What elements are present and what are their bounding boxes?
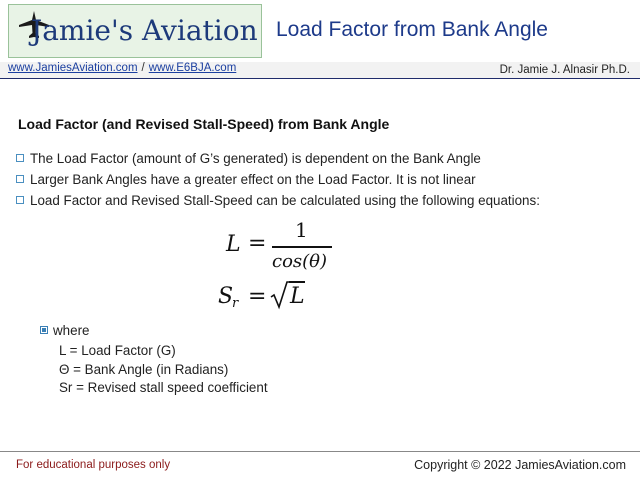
definition-item: Sr = Revised stall speed coefficient [59, 380, 268, 395]
definitions-list [59, 342, 268, 398]
link-e6bja[interactable]: www.E6BJA.com [148, 62, 237, 74]
link-jamiesaviation[interactable]: www.JamiesAviation.com [8, 62, 138, 74]
logo [8, 4, 262, 58]
where-item: where [40, 323, 89, 338]
definition-item: Θ = Bank Angle (in Radians) [59, 361, 229, 377]
author-name: Dr. Jamie J. Alnasir Ph.D. [499, 64, 630, 76]
hollow-square-bullet-icon [16, 196, 24, 204]
eq1-fraction-bar [272, 246, 332, 248]
eq1-numerator: 1 [295, 218, 308, 242]
hollow-square-bullet-icon [16, 154, 24, 162]
eq2-subscript: r [232, 296, 239, 311]
eq1-lhs: L [226, 232, 241, 257]
header-links [8, 62, 236, 74]
hollow-square-bullet-icon [16, 175, 24, 183]
square-root-icon [270, 280, 290, 310]
bullet-item: Load Factor and Revised Stall-Speed can be calculated using the following equations: [16, 193, 540, 214]
sqrt-vinculum [289, 281, 305, 283]
footer-divider [0, 451, 640, 452]
bullet-item: The Load Factor (amount of G’s generated) is dependent on the Bank Angle [16, 151, 540, 172]
bullet-item: Larger Bank Angles have a greater effect on the Load Factor. It is not linear [16, 172, 540, 193]
eq2-equals: = [248, 284, 267, 309]
eq1-equals: = [248, 231, 267, 256]
page-title: Load Factor from Bank Angle [276, 18, 548, 41]
footer-copyright: Copyright © 2022 JamiesAviation.com [414, 458, 626, 472]
logo-text: Jamie's Aviation [31, 14, 258, 47]
bullet-list [16, 151, 540, 214]
section-title: Load Factor (and Revised Stall-Speed) from Bank Angle [18, 116, 390, 132]
eq1-denominator: cos(θ) [272, 251, 328, 272]
footer-disclaimer: For educational purposes only [16, 459, 171, 471]
eq2-radicand: L [290, 284, 305, 309]
eq2-lhs: S [218, 284, 234, 309]
definition-item: L = Load Factor (G) [59, 343, 176, 358]
header-divider [0, 78, 640, 79]
link-separator: / [141, 62, 145, 74]
filled-square-bullet-icon [40, 326, 48, 334]
